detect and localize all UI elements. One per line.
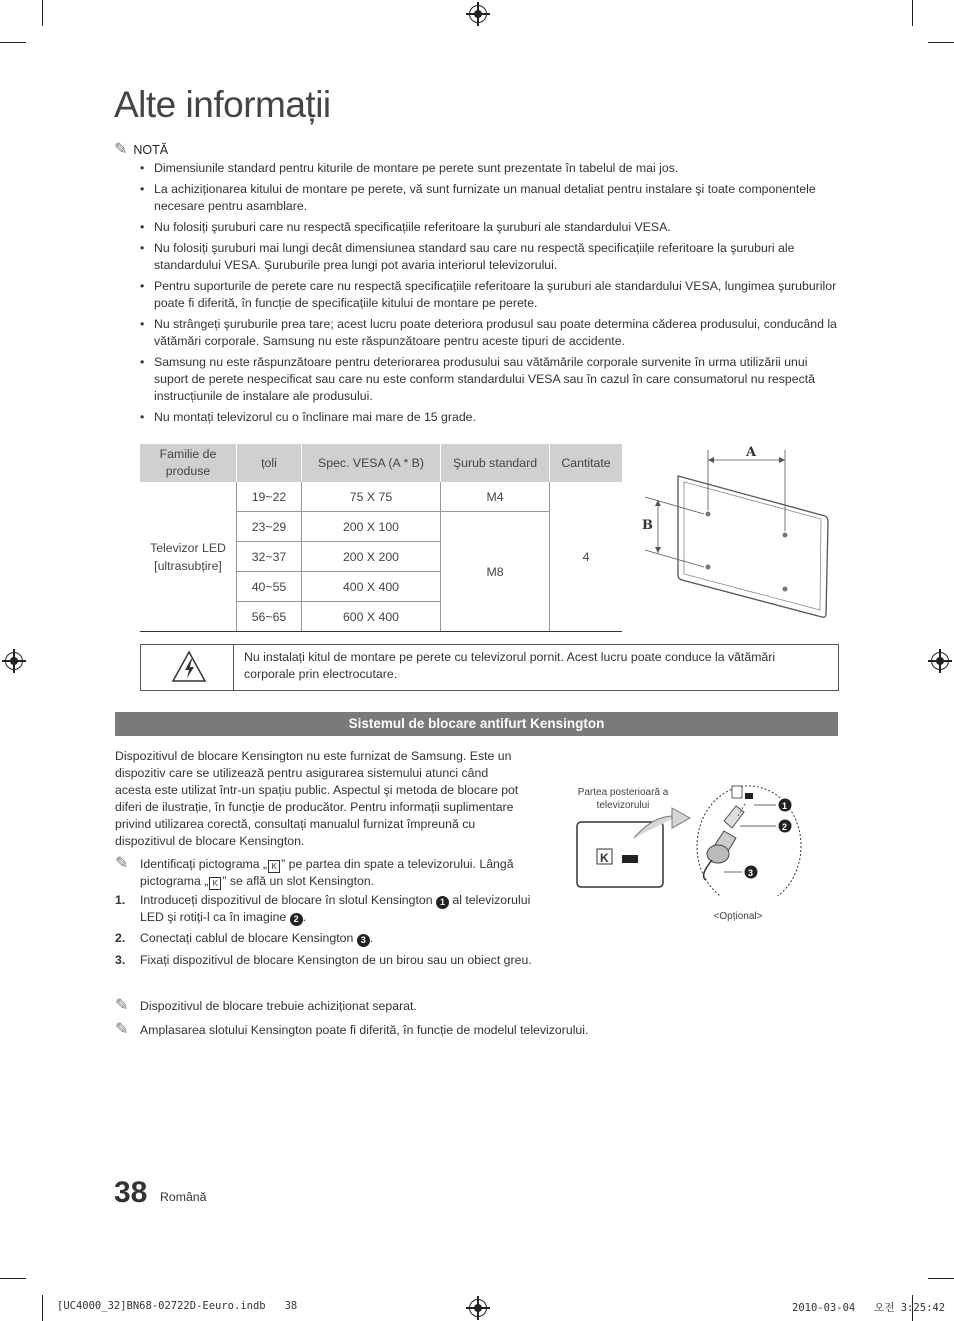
note-list xyxy=(140,160,840,430)
callout-1-icon: 1 xyxy=(436,896,449,909)
inch-cell: 40~55 xyxy=(237,572,302,602)
crop-mark xyxy=(0,42,26,43)
kensington-icon: K xyxy=(209,877,221,890)
screw-cell: M8 xyxy=(441,512,550,632)
callout-2-icon: 2 xyxy=(290,913,303,926)
pencil-icon: ✎ xyxy=(115,1021,129,1038)
table-header: Şurub standard xyxy=(441,444,550,482)
list-item: • Pentru suporturile de perete care nu respectă specificațiile referitoare la şuruburi ale standardului VESA, lungimea şuruburilor poate fi diferită, în funcție de specificațiile kitului de montare pe perete. xyxy=(140,278,840,312)
inch-cell: 32~37 xyxy=(237,542,302,572)
step-2: 2. Conectați cablul de blocare Kensington 3 . xyxy=(115,931,374,945)
registration-mark-icon xyxy=(469,5,487,23)
list-item: • Nu strângeți şuruburile prea tare; acest lucru poate deteriora produsul sau poate determina căderea produsului, conducând la vătămări corporale. Samsung nu este răspunzătoare pentru aceste tipuri de accidente. xyxy=(140,316,840,350)
crop-mark xyxy=(0,1278,26,1279)
note-label: NOTĂ xyxy=(133,143,169,157)
kensington-icon: K xyxy=(600,851,609,865)
product-family-cell: Televizor LED [ultrasubțire] xyxy=(140,482,237,632)
vesa-cell: 75 X 75 xyxy=(302,482,441,512)
figure-optional-label: <Opțional> xyxy=(713,911,763,922)
page-number: 38 xyxy=(114,1176,148,1209)
diagram-label-a: A xyxy=(746,445,757,460)
crop-mark xyxy=(928,1278,954,1279)
table-header: Cantitate xyxy=(550,444,623,482)
table-header: țoli xyxy=(237,444,302,482)
table-header: Spec. VESA (A * B) xyxy=(302,444,441,482)
kensington-note: ✎ Identificați pictograma „ K ” pe partea din spate a televizorului. Lângă pictograma „ K ” se află un slot Kensington. xyxy=(115,855,514,888)
crop-mark xyxy=(912,0,913,26)
high-voltage-warning-icon xyxy=(171,650,207,684)
crop-mark xyxy=(928,42,954,43)
inch-cell: 19~22 xyxy=(237,482,302,512)
crop-mark xyxy=(42,1295,43,1321)
figure-caption: Partea posterioară a televizorului xyxy=(577,787,669,811)
quantity-cell: 4 xyxy=(550,482,623,632)
vesa-cell: 200 X 100 xyxy=(302,512,441,542)
callout-2-icon: 2 xyxy=(782,822,788,832)
kensington-intro: Dispozitivul de blocare Kensington nu este furnizat de Samsung. Este un dispozitiv care se utilizează pentru asigurarea sistemului atunci când acesta este utilizat într-un spațiu public. Aspectul şi metoda de blocare pot diferi de ilustrație, în funcție de producător. Pentru informații suplimentare privind utilizarea corectă, consultați manualul furnizat împreună cu dispozitivul de blocare Kensington. xyxy=(115,749,519,848)
table-row xyxy=(140,482,622,512)
page-title: Alte informații xyxy=(114,84,331,125)
section-title: Sistemul de blocare antifurt Kensington xyxy=(115,712,838,736)
footer-timestamp: 2010-03-04 오전 3:25:42 xyxy=(792,1302,946,1314)
kensington-lock-figure xyxy=(574,776,814,896)
kensington-note: ✎ Dispozitivul de blocare trebuie achiziționat separat. xyxy=(115,997,417,1014)
pencil-icon: ✎ xyxy=(114,141,128,158)
registration-mark-icon xyxy=(5,652,23,670)
list-item: • Samsung nu este răspunzătoare pentru deteriorarea produsului sau vătămările corporale survenite în urma utilizării unui suport de perete nespecificat sau care nu este conform standardului VESA sau în cazul în care consumatorul nu respectă instrucțiunile de instalare ale produsului. xyxy=(140,354,840,405)
diagram-label-b: B xyxy=(642,518,653,533)
vesa-mount-diagram xyxy=(640,440,840,630)
callout-3-icon: 3 xyxy=(357,934,370,947)
registration-mark-icon xyxy=(931,652,949,670)
vesa-cell: 200 X 200 xyxy=(302,542,441,572)
pencil-icon: ✎ xyxy=(115,855,129,872)
note-header xyxy=(114,139,168,159)
list-item: • Dimensiunile standard pentru kiturile de montare pe perete sunt prezentate în tabelul de mai jos. xyxy=(140,160,840,177)
callout-1-icon: 1 xyxy=(782,801,788,811)
list-item: • Nu folosiți şuruburi mai lungi decât dimensiunea standard sau care nu respectă specificațiile referitoare la şuruburi ale standardului VESA. Şuruburile prea lungi pot avaria interiorul televizorului. xyxy=(140,240,840,274)
language-label: Română xyxy=(160,1190,207,1204)
vesa-spec-table xyxy=(140,444,622,632)
inch-cell: 56~65 xyxy=(237,602,302,632)
registration-mark-icon xyxy=(469,1299,487,1317)
kensington-icon: K xyxy=(268,860,280,873)
pencil-icon: ✎ xyxy=(115,997,129,1014)
inch-cell: 23~29 xyxy=(237,512,302,542)
table-header: Familie de produse xyxy=(140,444,237,482)
callout-3-icon: 3 xyxy=(748,868,754,878)
step-3: 3. Fixați dispozitivul de blocare Kensington de un birou sau un obiect greu. xyxy=(115,953,532,967)
crop-mark xyxy=(42,0,43,26)
footer-file-info: [UC4000_32]BN68-02722D-Eeuro.indb 38 xyxy=(57,1300,298,1312)
warning-text: Nu instalați kitul de montare pe perete cu televizorul pornit. Acest lucru poate conduce la vătămări corporale prin electrocutare. xyxy=(244,650,776,681)
step-1: 1. Introduceți dispozitivul de blocare în slotul Kensington 1 al televizorului LED şi rotiți-l ca în imagine 2 . xyxy=(115,893,531,924)
divider xyxy=(233,645,234,690)
vesa-cell: 600 X 400 xyxy=(302,602,441,632)
vesa-cell: 400 X 400 xyxy=(302,572,441,602)
list-item: • Nu montați televizorul cu o înclinare mai mare de 15 grade. xyxy=(140,409,840,426)
list-item: • Nu folosiți şuruburi care nu respectă specificațiile referitoare la şuruburi ale standardului VESA. xyxy=(140,219,840,236)
screw-cell: M4 xyxy=(441,482,550,512)
kensington-note: ✎ Amplasarea slotului Kensington poate fi diferită, în funcție de modelul televizorului. xyxy=(115,1021,589,1038)
list-item: • La achiziționarea kitului de montare pe perete, vă sunt furnizate un manual detaliat pentru instalare şi toate componentele necesare pentru asamblare. xyxy=(140,181,840,215)
warning-box xyxy=(140,644,839,691)
